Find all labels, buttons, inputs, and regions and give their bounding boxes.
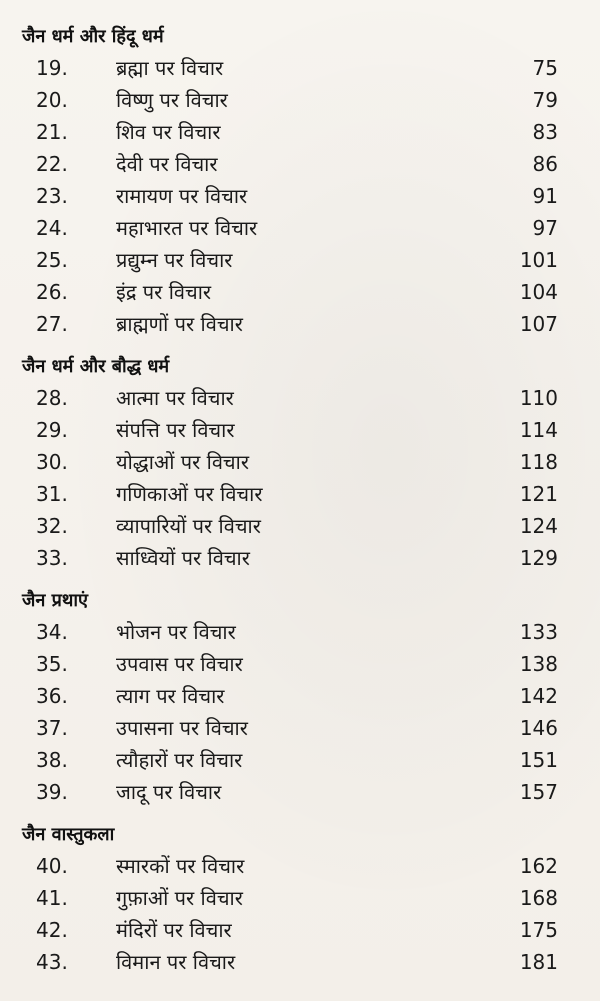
entry-title: स्मारकों पर विचार <box>116 854 245 878</box>
toc-entry <box>0 648 600 680</box>
entry-number: 28. <box>36 386 68 410</box>
entry-title: उपवास पर विचार <box>116 652 243 676</box>
toc-entry <box>0 478 600 510</box>
entry-title: त्याग पर विचार <box>116 684 225 708</box>
entry-title: मंदिरों पर विचार <box>116 918 232 942</box>
toc-entry <box>0 180 600 212</box>
toc-entry <box>0 244 600 276</box>
toc-entry <box>0 84 600 116</box>
toc-entry <box>0 616 600 648</box>
entry-number: 25. <box>36 248 68 272</box>
entry-title: प्रद्युम्न पर विचार <box>116 248 233 272</box>
toc-entry <box>0 542 600 574</box>
section-heading: जैन प्रथाएं <box>22 590 88 611</box>
entry-page-number: 104 <box>519 280 558 304</box>
entry-title: साध्वियों पर विचार <box>116 546 250 570</box>
entry-title: गणिकाओं पर विचार <box>116 482 263 506</box>
entry-number: 31. <box>36 482 68 506</box>
entry-page-number: 101 <box>519 248 558 272</box>
toc-entry <box>0 510 600 542</box>
entry-page-number: 181 <box>519 950 558 974</box>
entry-page-number: 157 <box>519 780 558 804</box>
toc-section-jainism-hinduism <box>0 26 600 340</box>
entry-page-number: 86 <box>532 152 558 176</box>
entry-number: 26. <box>36 280 68 304</box>
entry-number: 43. <box>36 950 68 974</box>
toc-entry <box>0 712 600 744</box>
entry-page-number: 151 <box>519 748 558 772</box>
toc-entry <box>0 414 600 446</box>
entry-page-number: 75 <box>532 56 558 80</box>
entry-number: 40. <box>36 854 68 878</box>
toc-section-jain-practices <box>0 590 600 808</box>
entry-page-number: 79 <box>532 88 558 112</box>
entry-page-number: 124 <box>519 514 558 538</box>
entry-title: भोजन पर विचार <box>116 620 236 644</box>
toc-entry <box>0 446 600 478</box>
entry-title: देवी पर विचार <box>116 152 218 176</box>
entry-page-number: 142 <box>519 684 558 708</box>
toc-entry <box>0 914 600 946</box>
entry-title: विमान पर विचार <box>116 950 236 974</box>
toc-section-jain-architecture <box>0 824 600 978</box>
toc-entry <box>0 882 600 914</box>
entry-page-number: 138 <box>519 652 558 676</box>
toc-entry <box>0 382 600 414</box>
toc-entry <box>0 148 600 180</box>
entry-number: 34. <box>36 620 68 644</box>
entry-number: 23. <box>36 184 68 208</box>
entry-number: 41. <box>36 886 68 910</box>
toc-entry <box>0 946 600 978</box>
entry-page-number: 168 <box>519 886 558 910</box>
toc-entry <box>0 308 600 340</box>
entry-title: इंद्र पर विचार <box>116 280 212 304</box>
entry-page-number: 129 <box>519 546 558 570</box>
entry-title: उपासना पर विचार <box>116 716 248 740</box>
entry-number: 36. <box>36 684 68 708</box>
entry-title: गुफ़ाओं पर विचार <box>116 886 243 910</box>
entry-number: 27. <box>36 312 68 336</box>
toc-entry <box>0 52 600 84</box>
entry-page-number: 107 <box>519 312 558 336</box>
entry-page-number: 175 <box>519 918 558 942</box>
toc-entry <box>0 116 600 148</box>
entry-title: व्यापारियों पर विचार <box>116 514 261 538</box>
entry-number: 39. <box>36 780 68 804</box>
toc-entry <box>0 744 600 776</box>
entry-title: रामायण पर विचार <box>116 184 248 208</box>
entry-number: 19. <box>36 56 68 80</box>
toc-entry <box>0 276 600 308</box>
toc-entry <box>0 776 600 808</box>
toc-entry <box>0 850 600 882</box>
entry-title: ब्रह्मा पर विचार <box>116 56 224 80</box>
entry-page-number: 83 <box>532 120 558 144</box>
entry-title: त्यौहारों पर विचार <box>116 748 243 772</box>
entry-title: जादू पर विचार <box>116 780 222 804</box>
entry-title: महाभारत पर विचार <box>116 216 258 240</box>
entry-number: 33. <box>36 546 68 570</box>
entry-number: 32. <box>36 514 68 538</box>
entry-page-number: 110 <box>519 386 558 410</box>
entry-number: 35. <box>36 652 68 676</box>
entry-number: 22. <box>36 152 68 176</box>
entry-page-number: 146 <box>519 716 558 740</box>
entry-number: 24. <box>36 216 68 240</box>
entry-title: आत्मा पर विचार <box>116 386 234 410</box>
toc-entry <box>0 212 600 244</box>
entry-number: 38. <box>36 748 68 772</box>
entry-title: शिव पर विचार <box>116 120 221 144</box>
entry-page-number: 121 <box>519 482 558 506</box>
entry-number: 30. <box>36 450 68 474</box>
section-heading: जैन धर्म और हिंदू धर्म <box>22 26 164 47</box>
entry-number: 37. <box>36 716 68 740</box>
entry-title: विष्णु पर विचार <box>116 88 228 112</box>
entry-page-number: 97 <box>532 216 558 240</box>
toc-section-jainism-buddhism <box>0 356 600 574</box>
entry-number: 42. <box>36 918 68 942</box>
entry-number: 21. <box>36 120 68 144</box>
entry-page-number: 91 <box>532 184 558 208</box>
entry-page-number: 114 <box>519 418 558 442</box>
toc-entry <box>0 680 600 712</box>
section-heading: जैन धर्म और बौद्ध धर्म <box>22 356 170 377</box>
entry-page-number: 133 <box>519 620 558 644</box>
section-heading: जैन वास्तुकला <box>22 824 115 845</box>
entry-title: योद्धाओं पर विचार <box>116 450 249 474</box>
entry-title: संपत्ति पर विचार <box>116 418 235 442</box>
entry-page-number: 118 <box>519 450 558 474</box>
table-of-contents <box>0 26 600 994</box>
entry-page-number: 162 <box>519 854 558 878</box>
entry-number: 29. <box>36 418 68 442</box>
entry-number: 20. <box>36 88 68 112</box>
entry-title: ब्राह्मणों पर विचार <box>116 312 243 336</box>
